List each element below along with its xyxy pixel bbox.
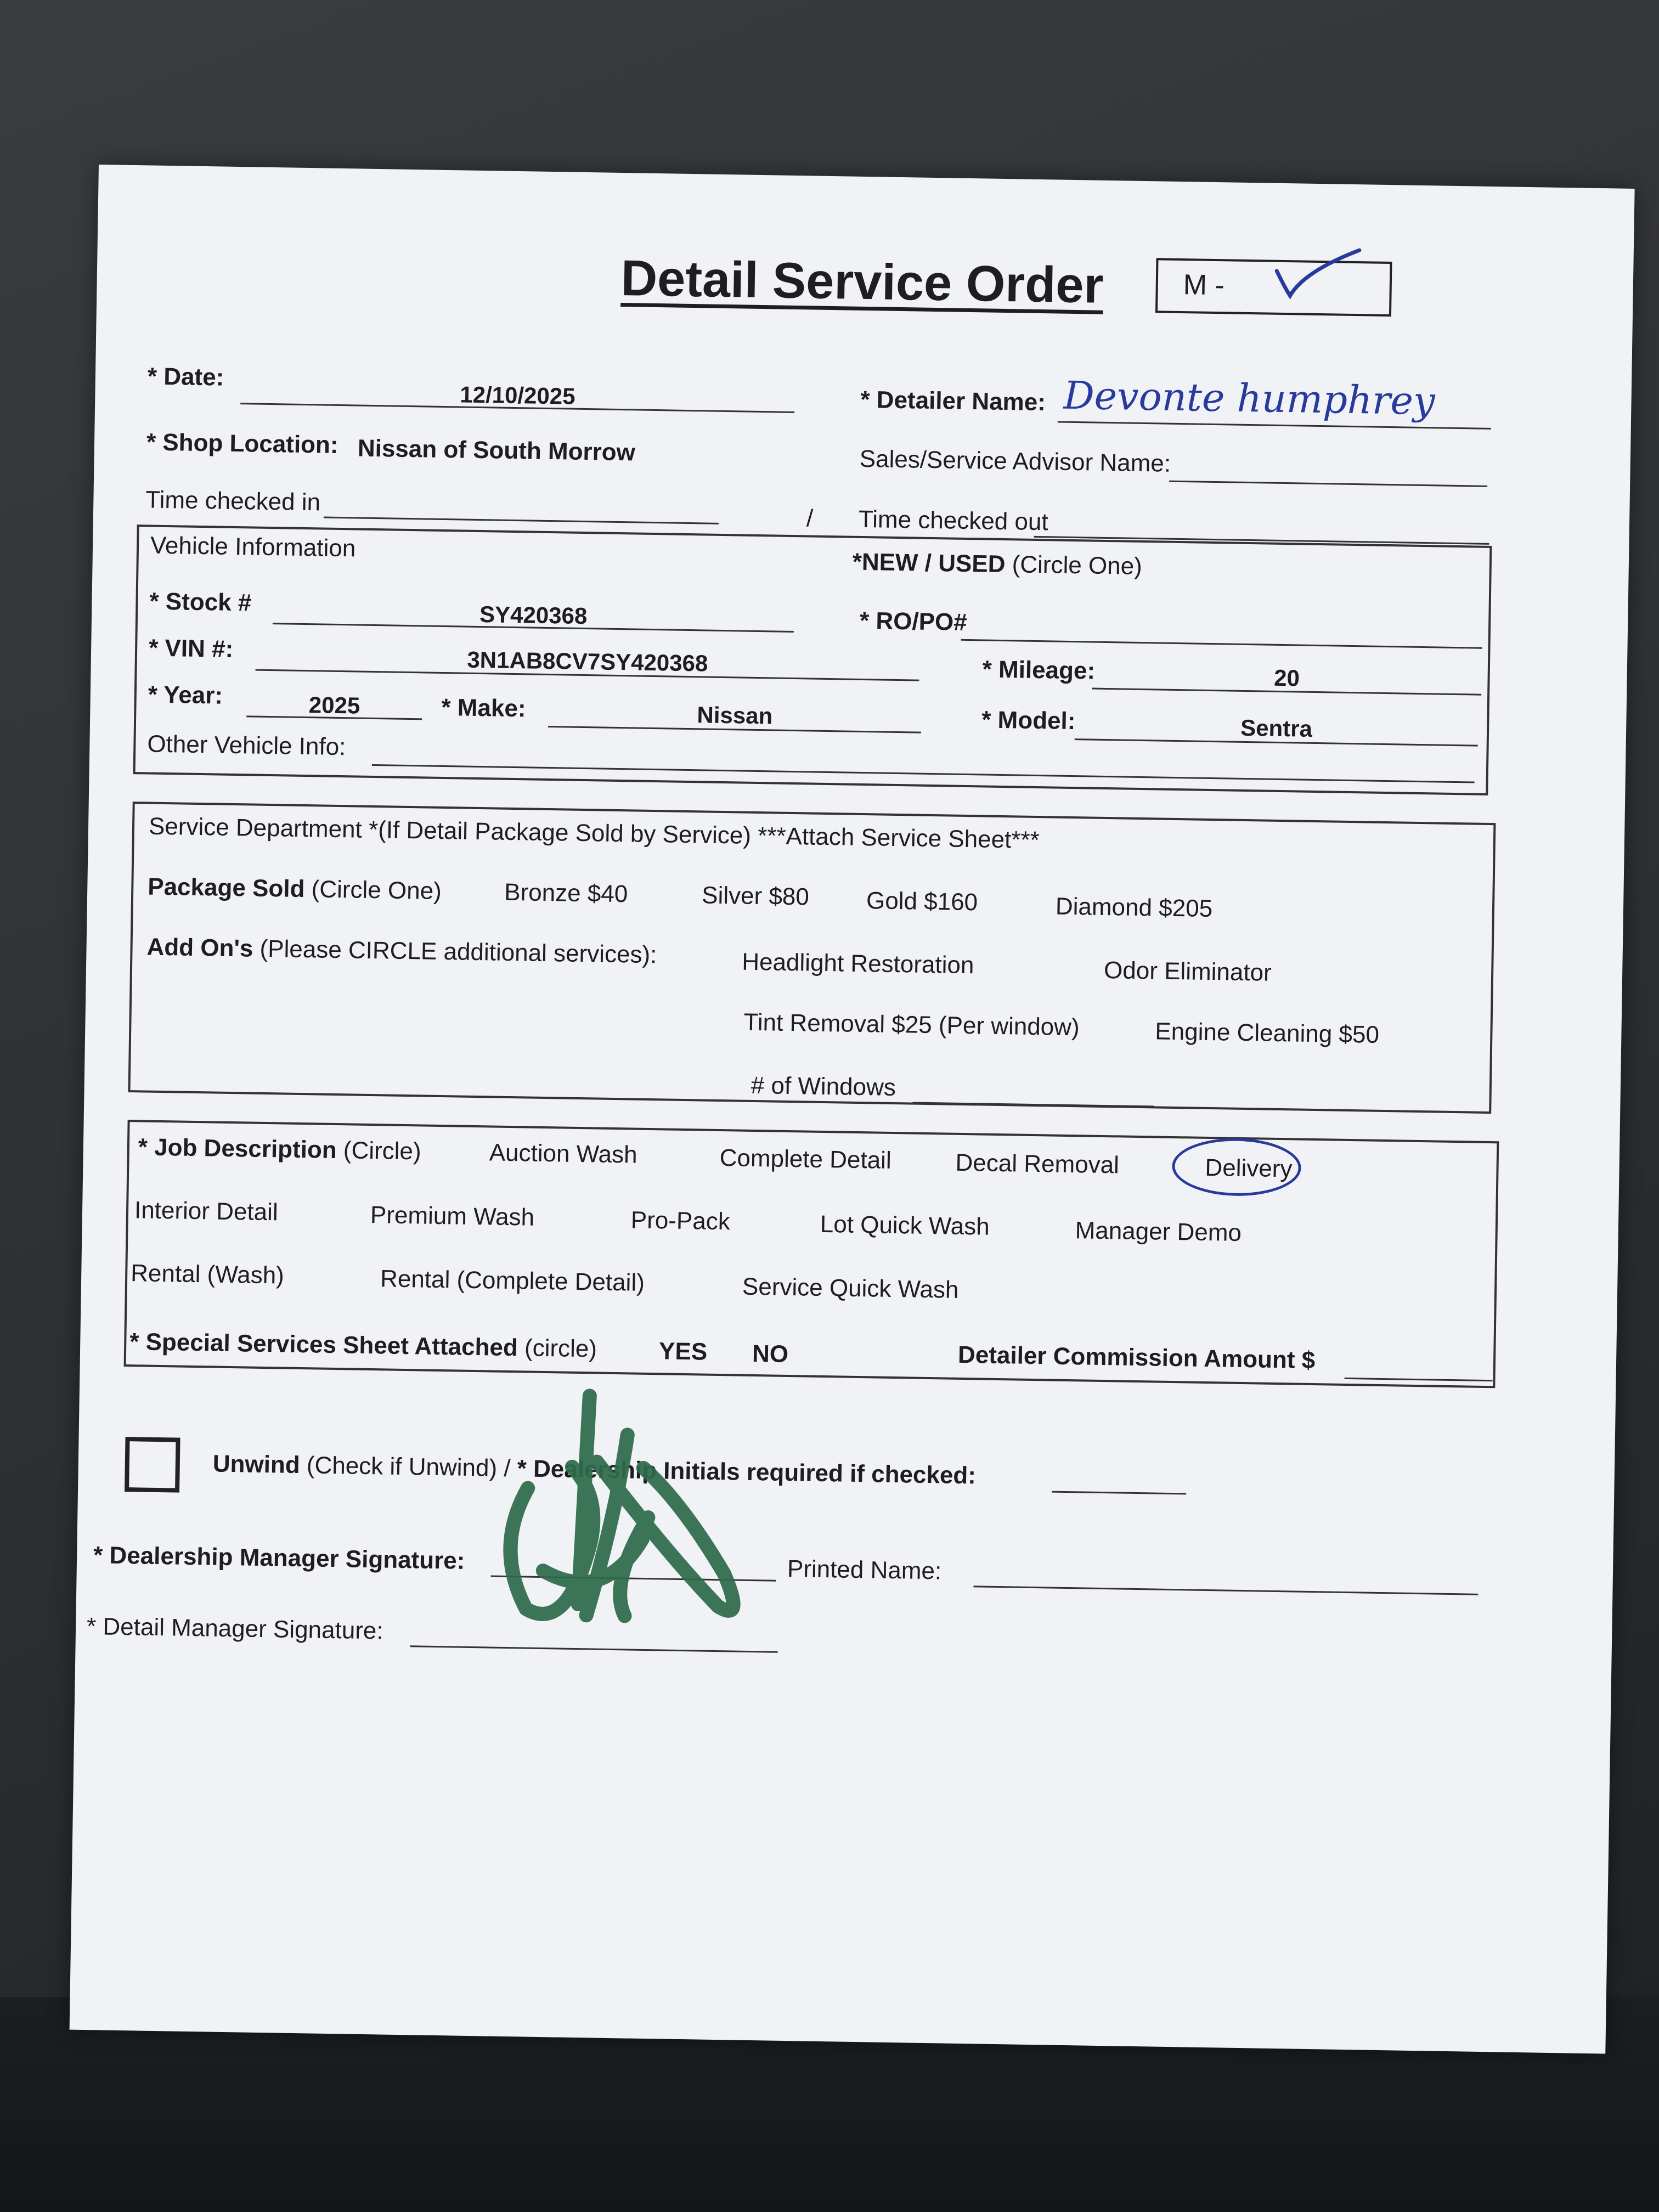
- addons-hint: (Please CIRCLE additional services):: [259, 935, 657, 969]
- paper-form: [70, 165, 1635, 2054]
- printed-name-label: Printed Name:: [787, 1555, 942, 1585]
- model-label: * Model:: [981, 706, 1076, 735]
- unwind-label: Unwind: [212, 1450, 301, 1479]
- unwind-hint: (Check if Unwind) /: [306, 1452, 511, 1482]
- package-gold: Gold $160: [866, 887, 978, 916]
- shop-location-label: * Shop Location:: [146, 428, 338, 459]
- job-manager-demo: Manager Demo: [1075, 1217, 1242, 1246]
- addon-engine: Engine Cleaning $50: [1155, 1018, 1380, 1048]
- stock-label: * Stock #: [149, 588, 252, 617]
- printed-name-line: [973, 1585, 1478, 1595]
- addons-label: Add On's: [146, 933, 253, 962]
- commission-label: Detailer Commission Amount $: [957, 1341, 1316, 1374]
- page-title: Detail Service Order: [620, 250, 1104, 314]
- mileage-label: * Mileage:: [982, 656, 1096, 685]
- vin-value: 3N1AB8CV7SY420368: [467, 646, 708, 676]
- addon-tint: Tint Removal $25 (Per window): [743, 1008, 1080, 1041]
- package-bronze: Bronze $40: [504, 878, 628, 908]
- job-rental-wash: Rental (Wash): [130, 1260, 285, 1289]
- new-used-hint: (Circle One): [1012, 551, 1143, 580]
- advisor-label: Sales/Service Advisor Name:: [859, 445, 1171, 477]
- date-label: * Date:: [147, 363, 224, 391]
- job-decal-removal: Decal Removal: [955, 1149, 1120, 1179]
- job-service-quick-wash: Service Quick Wash: [742, 1273, 959, 1304]
- package-silver: Silver $80: [701, 882, 810, 911]
- special-services-hint: (circle): [524, 1334, 597, 1363]
- mileage-value: 20: [1273, 664, 1300, 691]
- make-value: Nissan: [697, 702, 773, 729]
- package-sold-label: Package Sold: [147, 873, 305, 903]
- detailer-name-label: * Detailer Name:: [860, 386, 1046, 416]
- job-description: [138, 1133, 421, 1165]
- addon-odor: Odor Eliminator: [1103, 956, 1272, 986]
- detailer-name-value: Devonte humphrey: [1063, 373, 1436, 424]
- green-signature-mark: [459, 1372, 771, 1662]
- addon-headlight: Headlight Restoration: [741, 948, 974, 979]
- job-delivery: Delivery: [1205, 1154, 1293, 1183]
- service-heading: Service Department *(If Detail Package Sold by Service) ***Attach Service Sheet***: [148, 812, 1040, 854]
- special-services-label: * Special Services Sheet Attached: [129, 1328, 518, 1362]
- initials-line: [1052, 1491, 1186, 1495]
- job-complete-detail: Complete Detail: [719, 1144, 892, 1174]
- package-sold: [148, 873, 442, 905]
- year-value: 2025: [308, 692, 360, 719]
- make-label: * Make:: [441, 693, 526, 723]
- job-premium-wash: Premium Wash: [370, 1201, 535, 1231]
- job-rental-complete: Rental (Complete Detail): [380, 1265, 645, 1296]
- job-lot-quick-wash: Lot Quick Wash: [820, 1210, 990, 1240]
- unwind-checkbox[interactable]: [125, 1437, 180, 1493]
- special-yes: YES: [658, 1338, 708, 1365]
- time-in-label: Time checked in: [145, 486, 321, 516]
- detail-manager-sig-label: * Detail Manager Signature:: [86, 1612, 383, 1645]
- checkmark-icon: [1271, 244, 1365, 311]
- new-used-label: *NEW / USED: [852, 548, 1006, 578]
- special-no: NO: [752, 1340, 789, 1368]
- ro-po-label: * RO/PO#: [859, 607, 968, 636]
- shop-location-value: Nissan of South Morrow: [357, 435, 636, 466]
- job-interior-detail: Interior Detail: [134, 1197, 279, 1226]
- new-used-option: [852, 549, 1142, 580]
- model-value: Sentra: [1240, 714, 1313, 742]
- m-box-label: M -: [1183, 269, 1225, 302]
- advisor-line: [1169, 481, 1487, 487]
- year-label: * Year:: [148, 681, 223, 709]
- package-diamond: Diamond $205: [1055, 893, 1213, 923]
- job-description-hint: (Circle): [343, 1137, 422, 1165]
- job-auction-wash: Auction Wash: [489, 1139, 637, 1169]
- initials-label: * Dealership Initials required if checked:: [517, 1455, 977, 1489]
- date-value: 12/10/2025: [460, 381, 575, 409]
- time-slash: /: [806, 505, 814, 532]
- windows-label: # of Windows: [751, 1071, 896, 1102]
- vin-label: * VIN #:: [148, 634, 234, 663]
- job-pro-pack: Pro-Pack: [630, 1206, 731, 1235]
- stock-value: SY420368: [479, 601, 588, 629]
- job-description-label: * Job Description: [138, 1133, 337, 1164]
- time-out-label: Time checked out: [858, 505, 1049, 536]
- vehicle-info-heading: Vehicle Information: [150, 532, 356, 562]
- other-vehicle-info-label: Other Vehicle Info:: [147, 730, 346, 761]
- package-sold-hint: (Circle One): [311, 876, 442, 905]
- dealership-manager-sig-label: * Dealership Manager Signature:: [93, 1542, 465, 1575]
- time-in-line: [324, 517, 719, 524]
